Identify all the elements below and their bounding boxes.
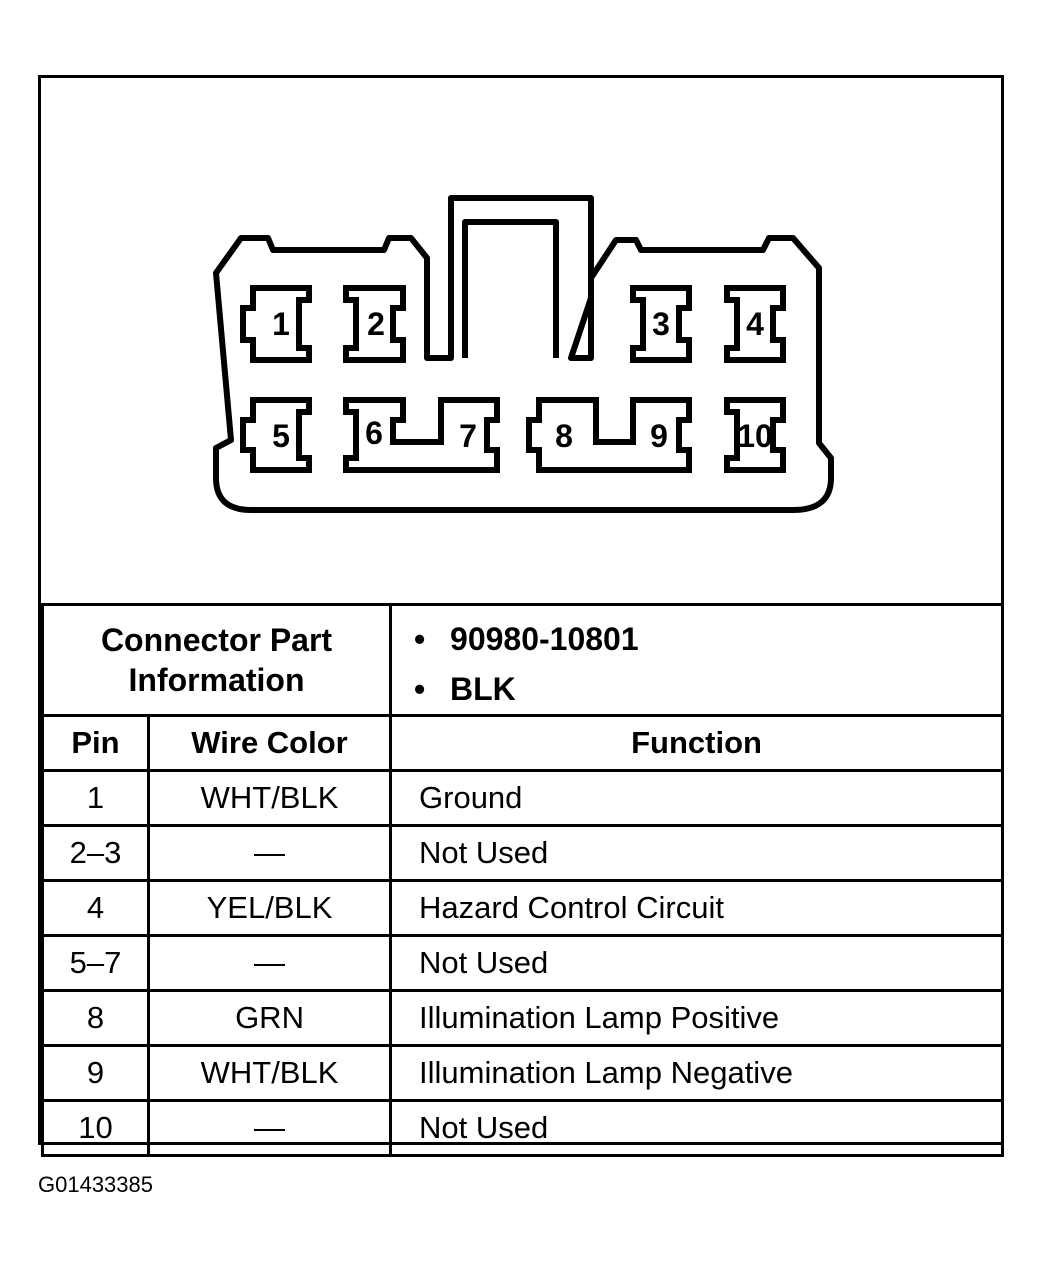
- part-info-values: [391, 605, 1003, 716]
- pin-cell: 2–3: [43, 826, 149, 881]
- table-row: [43, 826, 1003, 881]
- function-cell: Ground: [391, 771, 1003, 826]
- pin-cell: 1: [43, 771, 149, 826]
- connector-info-table: [41, 603, 1004, 1157]
- table-row: [43, 771, 1003, 826]
- function-cell: Hazard Control Circuit: [391, 881, 1003, 936]
- function-cell: Illumination Lamp Positive: [391, 991, 1003, 1046]
- function-cell: Illumination Lamp Negative: [391, 1046, 1003, 1101]
- pin-label-8: 8: [555, 418, 573, 454]
- table-row: [43, 1046, 1003, 1101]
- function-cell: Not Used: [391, 936, 1003, 991]
- pin-label-6: 6: [365, 415, 383, 451]
- connector-color: • BLK: [450, 664, 1001, 714]
- pin-cell: 10: [43, 1101, 149, 1156]
- function-cell: Not Used: [391, 1101, 1003, 1156]
- pin-label-1: 1: [272, 306, 290, 342]
- pin-header: Pin: [43, 716, 149, 771]
- pin-label-4: 4: [746, 306, 764, 342]
- pin-cell: 4: [43, 881, 149, 936]
- diagram-id: G01433385: [38, 1172, 153, 1197]
- part-info-label-line2: Information: [128, 662, 305, 698]
- wire-color-cell: —: [149, 826, 391, 881]
- pin-label-5: 5: [272, 418, 290, 454]
- wire-color-cell: GRN: [149, 991, 391, 1046]
- pin-cell: 8: [43, 991, 149, 1046]
- pin-label-3: 3: [652, 306, 670, 342]
- pin-cell: 5–7: [43, 936, 149, 991]
- part-number: • 90980-10801: [450, 614, 1001, 664]
- diagram-frame: [38, 75, 1004, 1145]
- pin-label-7: 7: [459, 418, 477, 454]
- wire-color-cell: WHT/BLK: [149, 771, 391, 826]
- connector-latch: [465, 222, 556, 238]
- column-header-row: [43, 716, 1003, 771]
- wire-color-cell: YEL/BLK: [149, 881, 391, 936]
- function-cell: Not Used: [391, 826, 1003, 881]
- part-info-label-line1: Connector Part: [100, 622, 333, 658]
- table-row: [43, 881, 1003, 936]
- function-header: Function: [391, 716, 1003, 771]
- pin-label-2: 2: [367, 306, 385, 342]
- wire-color-cell: —: [149, 1101, 391, 1156]
- pin-cell: 9: [43, 1046, 149, 1101]
- part-info-label: [43, 605, 391, 716]
- part-info-row: [43, 605, 1003, 716]
- connector-face-drawing: [41, 78, 1007, 603]
- wire-color-cell: WHT/BLK: [149, 1046, 391, 1101]
- wire-color-cell: —: [149, 936, 391, 991]
- table-row: [43, 1101, 1003, 1156]
- wire-color-header: Wire Color: [149, 716, 391, 771]
- pin-label-9: 9: [650, 418, 668, 454]
- table-row: [43, 991, 1003, 1046]
- table-row: [43, 936, 1003, 991]
- pin-label-10: 10: [737, 418, 773, 454]
